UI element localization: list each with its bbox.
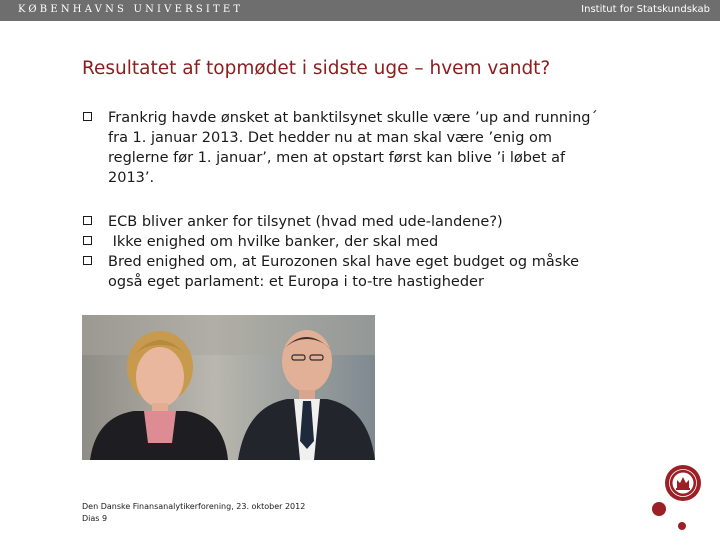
brand-dot-large bbox=[652, 502, 666, 516]
bullet-text: Ikke enighed om hvilke banker, der skal med bbox=[108, 234, 439, 250]
checkbox-square-icon bbox=[83, 256, 92, 265]
bullet-item bbox=[82, 212, 602, 232]
photo-illustration bbox=[82, 315, 375, 460]
footer bbox=[82, 501, 305, 525]
university-name: KØBENHAVNS UNIVERSITET bbox=[18, 4, 244, 15]
checkbox-square-icon bbox=[83, 112, 92, 121]
bullet-list bbox=[82, 108, 602, 292]
footer-event: Den Danske Finansanalytikerforening, 23. oktober 2012 bbox=[82, 502, 306, 511]
header-bar bbox=[0, 0, 720, 21]
bullet-text: Bred enighed om, at Eurozonen skal have eget budget og måske også eget parlament: et Europa i to-tre hastigheder bbox=[108, 254, 580, 290]
summit-photo bbox=[82, 315, 375, 460]
bullet-text: ECB bliver anker for tilsynet (hvad med ude-landene?) bbox=[108, 214, 503, 230]
brand-dot-small bbox=[678, 522, 686, 530]
slide-title: Resultatet af topmødet i sidste uge – hvem vandt? bbox=[82, 58, 551, 79]
bullet-item bbox=[82, 108, 602, 188]
university-seal-icon bbox=[664, 464, 702, 502]
checkbox-square-icon bbox=[83, 236, 92, 245]
bullet-text: Frankrig havde ønsket at banktilsynet skulle være ’up and running´ fra 1. januar 2013. Det hedder nu at man skal være ’enig om reglerne før 1. januar’, men at opstart først kan blive ’i løbet af 2013’. bbox=[108, 110, 598, 186]
footer-slide-number: Dias 9 bbox=[82, 514, 108, 523]
bullet-item bbox=[82, 232, 602, 252]
checkbox-square-icon bbox=[83, 216, 92, 225]
institute-name: Institut for Statskundskab bbox=[581, 4, 710, 15]
bullet-item bbox=[82, 252, 602, 292]
